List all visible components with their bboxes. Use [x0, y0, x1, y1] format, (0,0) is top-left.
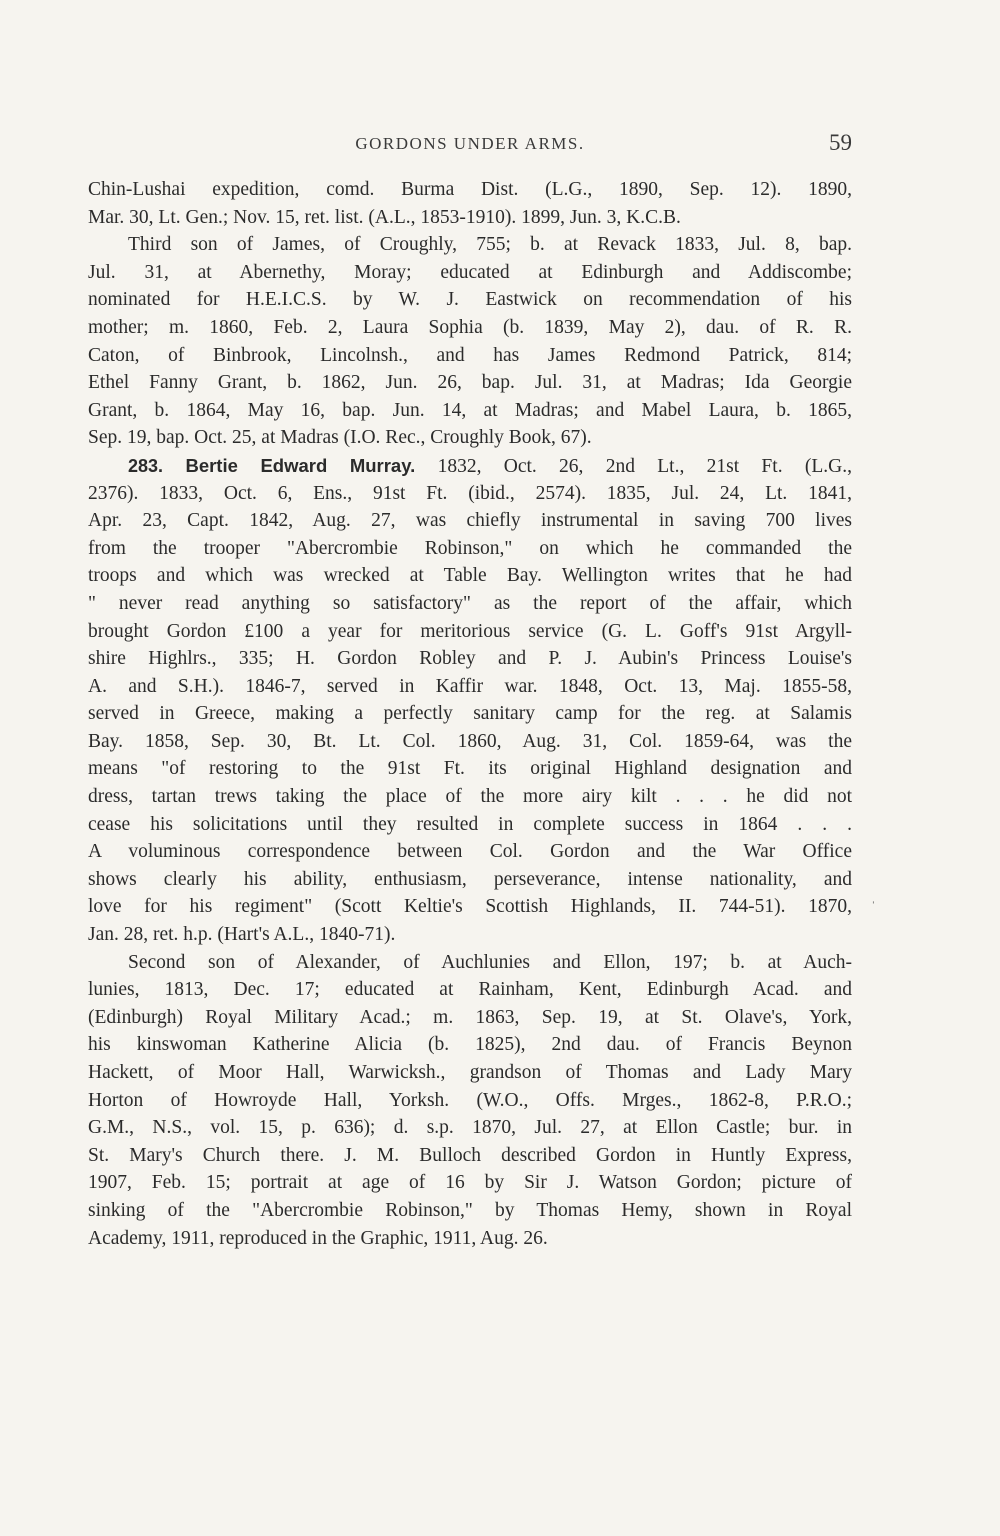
text-line: brought Gordon £100 a year for meritorious service (G. L. Goff's 91st Argyll-: [88, 620, 852, 642]
text-line: (Edinburgh) Royal Military Acad.; m. 1863, Sep. 19, at St. Olave's, York,: [88, 1006, 852, 1028]
text-line: shows clearly his ability, enthusiasm, perseverance, intense nationality, and: [88, 868, 852, 890]
text-line: shire Highlrs., 335; H. Gordon Robley and P. J. Aubin's Princess Louise's: [88, 648, 852, 670]
entry-heading-text: 1832, Oct. 26, 2nd Lt., 21st Ft. (L.G.,: [415, 455, 852, 477]
text-line: Hackett, of Moor Hall, Warwicksh., grandson of Thomas and Lady Mary: [88, 1062, 852, 1083]
text-line: Academy, 1911, reproduced in the Graphic, 1911, Aug. 26.: [88, 1227, 548, 1249]
entry-number: 283.: [128, 455, 186, 476]
entry-name: Bertie Edward Murray.: [185, 454, 416, 476]
text-line: G.M., N.S., vol. 15, p. 636); d. s.p. 1870, Jul. 27, at Ellon Castle; bur. in: [88, 1117, 852, 1139]
text-line: Apr. 23, Capt. 1842, Aug. 27, was chiefly instrumental in saving 700 lives: [88, 510, 852, 532]
text-line: his kinswoman Katherine Alicia (b. 1825), 2nd dau. of Francis Beynon: [88, 1034, 852, 1056]
text-line: A voluminous correspondence between Col. Gordon and the War Office: [88, 841, 852, 863]
text-line: Caton, of Binbrook, Lincolnsh., and has James Redmond Patrick, 814;: [88, 344, 852, 366]
text-line: A. and S.H.). 1846-7, served in Kaffir war. 1848, Oct. 13, Maj. 1855-58,: [88, 675, 852, 697]
text-line: Jan. 28, ret. h.p. (Hart's A.L., 1840-71).: [88, 924, 396, 946]
text-line: " never read anything so satisfactory" as the report of the affair, which: [88, 592, 852, 614]
text-line: St. Mary's Church there. J. M. Bulloch described Gordon in Huntly Express,: [88, 1144, 852, 1166]
text-line: cease his solicitations until they resulted in complete success in 1864 . . .: [88, 813, 852, 835]
text-line: Jul. 31, at Abernethy, Moray; educated at Edinburgh and Addiscombe;: [88, 261, 852, 283]
body-text: [88, 176, 852, 1252]
text-line: Chin-Lushai expedition, comd. Burma Dist. (L.G., 1890, Sep. 12). 1890,: [88, 179, 852, 200]
text-line: Sep. 19, bap. Oct. 25, at Madras (I.O. Rec., Croughly Book, 67).: [88, 427, 592, 449]
margin-mark: ˈ: [871, 900, 876, 915]
text-line: from the trooper "Abercrombie Robinson," on which he commanded the: [88, 537, 852, 559]
text-line: Mar. 30, Lt. Gen.; Nov. 15, ret. list. (A.L., 1853-1910). 1899, Jun. 3, K.C.B.: [88, 206, 681, 228]
text-line: served in Greece, making a perfectly sanitary camp for the reg. at Salamis: [88, 703, 852, 725]
text-line: 2376). 1833, Oct. 6, Ens., 91st Ft. (ibid., 2574). 1835, Jul. 24, Lt. 1841,: [88, 482, 852, 504]
text-line: Bay. 1858, Sep. 30, Bt. Lt. Col. 1860, Aug. 31, Col. 1859-64, was the: [88, 730, 852, 752]
text-line: Ethel Fanny Grant, b. 1862, Jun. 26, bap. Jul. 31, at Madras; Ida Georgie: [88, 372, 852, 394]
text-line: sinking of the "Abercrombie Robinson," by Thomas Hemy, shown in Royal: [88, 1199, 852, 1221]
text-line: Third son of James, of Croughly, 755; b. at Revack 1833, Jul. 8, bap.: [128, 234, 852, 256]
text-line: means "of restoring to the 91st Ft. its original Highland designation and: [88, 758, 852, 780]
text-line: dress, tartan trews taking the place of the more airy kilt . . . he did not: [88, 786, 852, 808]
text-line: love for his regiment" (Scott Keltie's Scottish Highlands, II. 744-51). 1870,: [88, 896, 852, 918]
text-line: mother; m. 1860, Feb. 2, Laura Sophia (b. 1839, May 2), dau. of R. R.: [88, 316, 852, 338]
text-line: Grant, b. 1864, May 16, bap. Jun. 14, at Madras; and Mabel Laura, b. 1865,: [88, 399, 852, 421]
entry-heading-line: [88, 452, 852, 480]
page-number: 59: [829, 130, 852, 155]
text-line: Second son of Alexander, of Auchlunies and Ellon, 197; b. at Auch-: [128, 951, 852, 973]
text-line: Horton of Howroyde Hall, Yorksh. (W.O., Offs. Mrges., 1862-8, P.R.O.;: [88, 1089, 852, 1111]
running-head: [88, 132, 852, 160]
text-line: nominated for H.E.I.C.S. by W. J. Eastwick on recommendation of his: [88, 289, 852, 311]
text-line: lunies, 1813, Dec. 17; educated at Rainham, Kent, Edinburgh Acad. and: [88, 979, 852, 1001]
text-line: troops and which was wrecked at Table Bay. Wellington writes that he had: [88, 565, 852, 587]
text-line: 1907, Feb. 15; portrait at age of 16 by Sir J. Watson Gordon; picture of: [88, 1172, 852, 1194]
running-title: GORDONS UNDER ARMS.: [355, 134, 585, 153]
